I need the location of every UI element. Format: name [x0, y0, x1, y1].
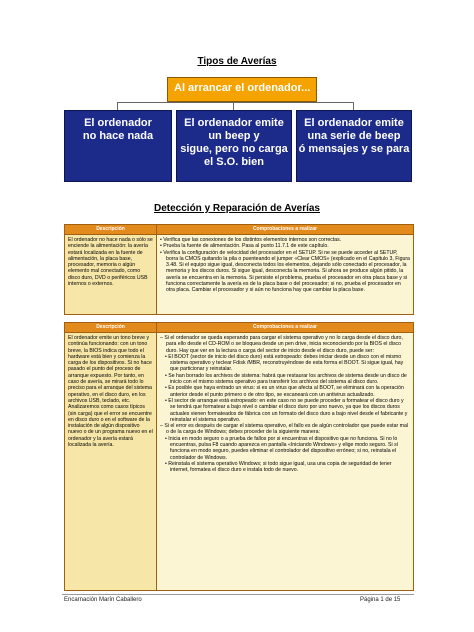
footer-author: Encarnación Marín Caballero [64, 597, 142, 603]
section-title-tipos: Tipos de Averías [197, 56, 277, 67]
diagnosis-table-2 [64, 322, 414, 591]
fault-type-one-beep: El ordenador emite un beep y sigue, pero no carga el S.O. bien [176, 110, 292, 182]
check-item: • Es posible que haya entrado un virus: si es un virus que afecta al BOOT, se eliminará con la operación anterior desde el punto primero o de otro tipo, se escaneará con un antivirus actualizado. [165, 385, 404, 398]
column-header-comprobaciones: Comprobaciones a realizar [157, 225, 414, 235]
description-cell: El ordenador no hace nada o sólo se enciende la alimentación: la avería estará localizada en la fuente de alimentación, la placa base, procesador, memoria o algún elemento mal conectado, como disco duro, DVD o periféricos USB internos o externos. [65, 235, 157, 315]
check-item: • Se han borrado los archivos de sistema: habrá que restaurar los archivos de sistema desde un disco de inicio con el mismo sistema operativo para transferir los archivos del sistema al disco duro. [165, 372, 407, 386]
fault-type-beep-series: El ordenador emite una serie de beep ó mensajes y se para [296, 110, 412, 182]
check-item: – Si el error es después de cargar el sistema operativo, el fallo es de algún controlador que puede estar mal o de la carga de Windows; debes proceder de la siguiente manera: [160, 423, 408, 436]
check-item: • Prueba la fuente de alimentación. Pasa al punto 11.7.1 de este capítulo. [160, 243, 329, 250]
section-title-deteccion: Detección y Reparación de Averías [154, 203, 320, 214]
check-item: • Verifica que las conexiones de los distintos elementos internos son correctas. [160, 237, 342, 243]
check-item: • Verifica la configuración de velocidad del procesador en el SETUP. Si ne se puede acceder al SETUP, borra la CMOS quitando la pila o puenteando el jumper «Clear CMOS» (explicado en el Capítulo 3, Figura 3.48. Si el equipo sigue igual, desconecta todos los elementos, dejando sólo conectado el procesador, la memoria y los discos duros. Si sigue igual, desconecta la memoria. Si ahora se produce algún pitido, la avería se encuentra en la memoria. Si persiste el problema, prueba el procesador en otra placa base y si funciona correctamente la avería es de la placa base o del procesador; si no, prueba el procesador en otra placa. Cambiar el procesador y si aún no funciona hay que cambiar la placa base. [160, 249, 410, 294]
column-header-descripcion: Descripción [65, 323, 157, 333]
connector-line [353, 102, 354, 110]
column-header-descripcion: Descripción [65, 225, 157, 235]
column-header-comprobaciones: Comprobaciones a realizar [157, 323, 414, 333]
startup-label: Al arrancar el ordenador... [167, 77, 317, 102]
connector-line [233, 102, 234, 110]
checks-cell [157, 235, 414, 315]
diagnosis-table-1 [64, 224, 414, 315]
checks-cell [157, 333, 414, 591]
check-item: • Inicia en modo seguro o a prueba de fallos por si encuentras el dispositivo que no funciona. Si no lo encuentras, pulsa F8 cuando aparezca en pantalla «Iniciando Windows» y elige modo seguro. Si sí funciona en modo seguro, puedes eliminar el controlador del dispositivo erróneo; si no, reinstala el controlador de Windows. [165, 435, 399, 461]
footer-page-number: Página 1 de 15 [360, 597, 401, 603]
connector-line [117, 102, 118, 110]
footer-divider [62, 594, 414, 595]
check-item: – Si el ordenador se queda esperando para cargar el sistema operativo y no lo carga desde el disco duro, para ello desde el CD-ROM o se bloquea desde un pen drive, inicia reconociendo por la BIOS el disco duro. Hay que ver en la lectura o carga del sector de inicio desde el disco duro, puede ser: [160, 335, 403, 354]
description-cell: El ordenador emite un tono breve y continúa funcionando: con un tono breve, la BIOS indica que todo el hardware está bien y comienza la carga de los dispositivos. Si no hace pasado el punto del proceso de arranque expuesto. Por tanto, en caso de avería, se mirará todo lo preciso para el arranque del sistema operativo, en el disco duro, en los archivos USB, teclado, etc. Analizaremos como casos típicos (sin carga) que el error se encuentre en disco duro o en el software de la instalación de algún dispositivo nuevo o de un programa nuevo en el ordenador y la avería estará localizada la avería. [65, 333, 157, 591]
fault-type-no-action: El ordenador no hace nada [64, 110, 172, 182]
connector-line [117, 102, 353, 103]
check-item: • Reinstala el sistema operativo Windows; si todo sigue igual, usa una copia de seguridad de tener internet, formatea el disco duro e instala todo de nuevo. [165, 460, 392, 474]
check-item: • El sector de arranque está estropeado: en este caso no se puede proceder a formatear el disco duro y se tendrá que formatear a bajo nivel o cambiar el disco duro por uno nuevo, ya que los discos duros actuales vienen formateados de fábrica con un formato del disco duro a bajo nivel desde el fabricante y reinstalar el sistema operativo. [165, 397, 408, 423]
check-item: • El BOOT (sector de inicio del disco duro) está estropeado: debes iniciar desde un disco con el mismo sistema operativo y teclear Fdisk /MBR, reconstruyéndose de esta forma el BOOT. Si sigue igual, hay que particionar y reinstalar. [165, 353, 404, 373]
